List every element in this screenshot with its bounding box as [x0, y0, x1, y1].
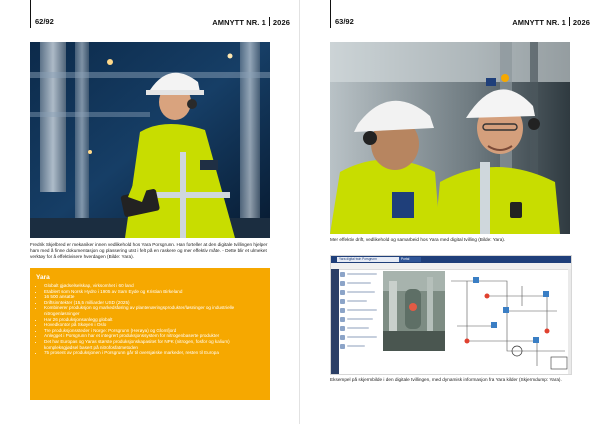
yara-factbox	[30, 268, 270, 400]
list-item	[340, 271, 382, 277]
item-icon	[340, 272, 345, 277]
plant-3d-view	[383, 271, 445, 351]
item-text	[347, 336, 377, 338]
item-icon	[340, 344, 345, 349]
item-text	[347, 318, 373, 320]
screenshot-sidebar	[331, 269, 339, 374]
list-item	[340, 325, 382, 331]
item-icon	[340, 299, 345, 304]
item-icon	[340, 317, 345, 322]
factbox-item: • Etablert som Norsk Hydro i 1905 av Sam Eyde og Kristian Birkeland	[44, 289, 264, 295]
item-icon	[340, 308, 345, 313]
screenshot-list-panel	[340, 271, 382, 371]
workers-photo-image	[330, 42, 570, 234]
header-divider	[569, 17, 570, 26]
magazine-title: AMNYTT NR. 1	[212, 18, 266, 27]
factbox-item: • Globalt gjødselselskap, virksomhet i 60 land	[44, 283, 264, 289]
screenshot-tab: Yara digital twin Porsgrunn	[337, 257, 399, 262]
factbox-item: • 75 prosent av produksjonen i Porsgrunn går til oversjøiske markeder, resten til Europa	[44, 350, 264, 356]
workers-photo	[330, 42, 570, 234]
magazine-title: AMNYTT NR. 1	[512, 18, 566, 27]
digital-twin-screenshot	[330, 255, 572, 375]
pid-diagram-image	[447, 271, 569, 371]
screenshot-tab: Portal	[399, 257, 421, 262]
pid-diagram	[447, 271, 569, 371]
factbox-item: • Tre produksjonssteder i Norge: Porsgrunn (Herøya) og Glomfjord	[44, 328, 264, 334]
factbox-item: • 16 500 ansatte	[44, 294, 264, 300]
item-icon	[340, 335, 345, 340]
factbox-item: • Har 26 produksjonsanlegg globalt	[44, 317, 264, 323]
factbox-item: • Det har Europas og Yaras største produksjonskapasitet for NPK (nitrogen, fosfor og kalium) kompleksgjødsel basert på nitrofosfatmetoden	[44, 339, 264, 350]
list-item	[340, 343, 382, 349]
list-item	[340, 298, 382, 304]
factbox-item: • Driftsinntekter (15,5 milliarder USD (2025)	[44, 300, 264, 306]
screenshot-scrollbar	[568, 269, 571, 374]
item-text	[347, 282, 371, 284]
workers-photo-caption: Mer effektiv drift, vedlikehold og samarbeid hos Yara med digital tvilling (Bilde: Yara).	[330, 237, 506, 242]
factbox-list	[30, 283, 270, 356]
factbox-item: • Hovedkontor på Skøyen i Oslo	[44, 322, 264, 328]
list-item	[340, 307, 382, 313]
screenshot-caption: Eksempel på skjermbilde i den digitale tvillingen, med dynamisk informasjon fra Yara kilder (Skjermdump: Yara).	[330, 377, 562, 382]
item-text	[347, 345, 365, 347]
magazine-year: 2026	[272, 18, 290, 27]
right-page	[300, 0, 600, 424]
item-icon	[340, 281, 345, 286]
list-item	[340, 289, 382, 295]
factbox-title: Yara	[36, 274, 50, 281]
item-icon	[340, 326, 345, 331]
screenshot-toolbar	[331, 263, 571, 270]
page-number: 63/92	[335, 17, 354, 26]
factbox-item: • Kombinerer produksjon og markedsføring av plantenæringsprodukter/løsninger og industrielle nitrogenløsninger	[44, 305, 264, 316]
magazine-header	[212, 17, 290, 27]
factbox-item: • Anlegget i Porsgrunn har et integrert produksjonssystem for nitrogenbaserte produkter	[44, 333, 264, 339]
magazine-year: 2026	[572, 18, 590, 27]
page-edge-rule	[330, 0, 331, 28]
item-icon	[340, 290, 345, 295]
page-edge-rule	[30, 0, 31, 28]
item-text	[347, 273, 377, 275]
item-text	[347, 291, 375, 293]
list-item	[340, 316, 382, 322]
item-text	[347, 300, 367, 302]
mechanic-photo-caption: Fredrik Skjelbred er mekaniker innen vedlikehold hos Yara Porsgrunn. Han forteller at den digitale tvillingen hjelper ham med å finne dokumentasjon og plassering utst i felt på en raskere og mer effektiv måte. - Dette blir et ulmeket verktøy for å effektivisere hverdagen (Bilde: Yara).	[30, 242, 268, 259]
list-item	[340, 280, 382, 286]
list-item	[340, 334, 382, 340]
page-number: 62/92	[35, 17, 54, 26]
plant-3d-image	[383, 271, 445, 351]
item-text	[347, 327, 369, 329]
header-divider	[269, 17, 270, 26]
mechanic-photo	[30, 42, 270, 238]
mechanic-photo-image	[30, 42, 270, 238]
magazine-header	[512, 17, 590, 27]
item-text	[347, 309, 377, 311]
